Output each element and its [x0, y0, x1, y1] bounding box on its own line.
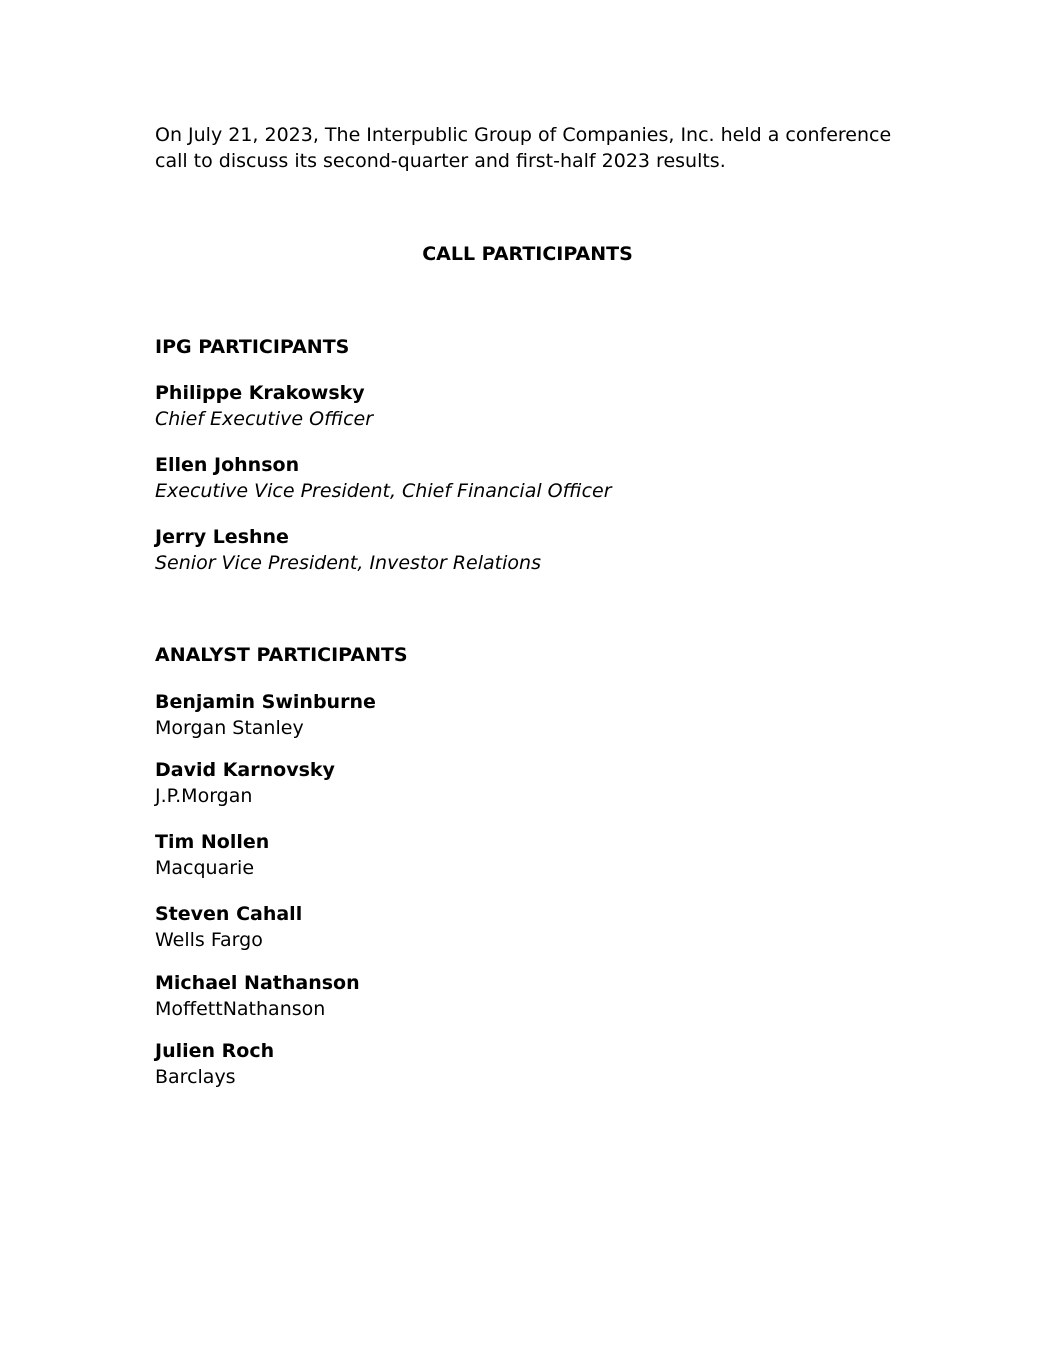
ipg-participants-heading: IPG PARTICIPANTS: [155, 336, 350, 358]
participant-name: David Karnovsky: [155, 759, 335, 781]
analyst-participant: [155, 829, 269, 881]
participant-name: Julien Roch: [155, 1040, 275, 1062]
participant-name: Benjamin Swinburne: [155, 691, 376, 713]
participant-firm: J.P.Morgan: [155, 785, 253, 807]
ipg-participant: [155, 452, 612, 504]
analyst-participants-heading: ANALYST PARTICIPANTS: [155, 644, 408, 666]
participant-name: Michael Nathanson: [155, 972, 360, 994]
participant-name: Ellen Johnson: [155, 454, 300, 476]
participant-firm: Macquarie: [155, 857, 255, 879]
participant-firm: Wells Fargo: [155, 929, 263, 951]
participant-role: Senior Vice President, Investor Relations: [155, 552, 541, 574]
participant-name: Jerry Leshne: [155, 526, 289, 548]
participant-name: Steven Cahall: [155, 903, 303, 925]
analyst-participant: [155, 689, 376, 741]
intro-paragraph: On July 21, 2023, The Interpublic Group of Companies, Inc. held a conference call to discuss its second-quarter and first-half 2023 results.: [155, 124, 892, 172]
participant-role: Chief Executive Officer: [155, 408, 374, 430]
page-title: CALL PARTICIPANTS: [422, 243, 633, 265]
participant-name: Philippe Krakowsky: [155, 382, 365, 404]
participant-firm: MoffettNathanson: [155, 998, 326, 1020]
participant-name: Tim Nollen: [155, 831, 270, 853]
participant-firm: Barclays: [155, 1066, 236, 1088]
analyst-participant: [155, 757, 335, 809]
participant-role: Executive Vice President, Chief Financial Officer: [155, 480, 612, 502]
participant-firm: Morgan Stanley: [155, 717, 304, 739]
analyst-participant: [155, 901, 302, 953]
analyst-participant: [155, 970, 360, 1022]
ipg-participant: [155, 524, 541, 576]
analyst-participant: [155, 1038, 274, 1090]
ipg-participant: [155, 380, 373, 432]
